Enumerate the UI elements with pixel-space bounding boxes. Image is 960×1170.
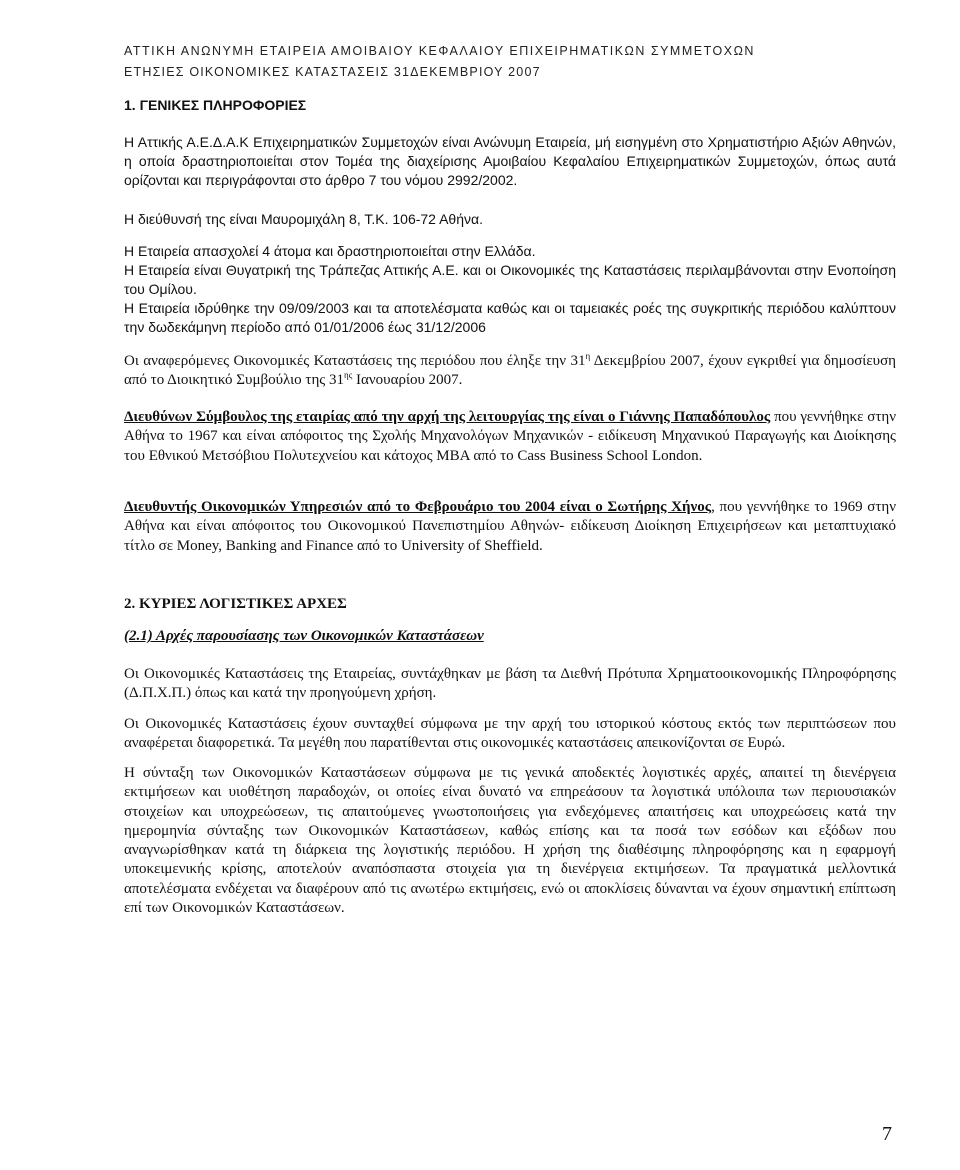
approval-text-a: Οι αναφερόμενες Οικονομικές Καταστάσεις της περιόδου που έληξε την 31: [124, 353, 586, 369]
section-1-heading: 1. ΓΕΝΙΚΕΣ ΠΛΗΡΟΦΟΡΙΕΣ: [124, 97, 307, 113]
founding-paragraph: Η Εταιρεία ιδρύθηκε την 09/09/2003 και τα αποτελέσματα καθώς και οι ταμειακές ροές της συγκριτικής περιόδου καλύπτουν την δωδεκάμηνη περίοδο από 01/01/2006 έως 31/12/2006: [124, 300, 896, 335]
cfo-paragraph: [124, 498, 896, 556]
section-2-heading: 2. ΚΥΡΙΕΣ ΛΟΓΙΣΤΙΚΕΣ ΑΡΧΕΣ: [124, 596, 347, 612]
estimates-paragraph: Η σύνταξη των Οικονομικών Καταστάσεων σύμφωνα με τις γενικά αποδεκτές λογιστικές αρχές, απαιτεί τη διενέργεια εκτιμήσεων και υιοθέτηση παραδοχών, οι οποίες είναι δυνατό να επηρεάσουν τα λογιστικά υπόλοιπα των περιουσιακών στοιχείων και υποχρεώσεων, τις απαιτούμενες γνωστοποιήσεις για ενδεχόμενες απαιτήσεις και υποχρεώσεις κατά την ημερομηνία σύνταξης των Οικονομικών Καταστάσεων, καθώς επίσης και τα ποσά των εσόδων και εξόδων που αναγνωρίσθηκαν κατά τη διάρκεια της λογιστικής περιόδου. Η χρήση της διαθέσιμης πληροφόρησης και η εφαρμογή υποκειμενικής κρίσης, αποτελούν αναπόσπαστα στοιχεία για τη διενέργεια εκτιμήσεων. Τα πραγματικά μελλοντικά αποτελέσματα ενδέχεται να διαφέρουν από τις ανωτέρω εκτιμήσεις, ενώ οι αποκλίσεις δύνανται να έχουν σημαντική επίπτωση επί των Οικονομικών Καταστάσεων.: [124, 765, 896, 917]
approval-sup-1: η: [585, 351, 591, 361]
cfo-bio: , που γεννήθηκε το 1969 στην Αθήνα και είναι απόφοιτος του Οικονομικού Πανεπιστημίου Αθηνών- ειδίκευση Διοίκηση Επιχειρήσεων και μεταπτυχιακό τίτλο σε Money, Banking and Finance από το University of Sheffield.: [124, 499, 897, 554]
approval-paragraph: [124, 352, 896, 391]
address-paragraph: Η διεύθυνσή της είναι Μαυρομιχάλη 8, Τ.Κ. 106-72 Αθήνα.: [124, 211, 483, 227]
presentation-paragraph-3: [124, 764, 896, 918]
section-1-intro-paragraph: [124, 133, 896, 190]
ceo-bio: που γεννήθηκε στην Αθήνα το 1967 και είναι απόφοιτος της Σχολής Μηχανολόγων Μηχανικών - ειδίκευση Μηχανικού Παραγωγής και Διοίκησης του Εθνικού Μετσόβιου Πολυτεχνείου και κάτοχος ΜΒΑ από το Cass Business School London.: [124, 409, 896, 464]
ifrs-paragraph: Οι Οικονομικές Καταστάσεις της Εταιρείας, συντάχθηκαν με βάση τα Διεθνή Πρότυπα Χρηματοοικονομικής Πληροφόρησης (Δ.Π.Χ.Π.) όπως και κατά την προηγούμενη χρήση.: [124, 666, 896, 702]
employees-paragraph-wrap: [124, 242, 896, 337]
approval-text-b: Δεκεμβρίου 2007, έχουν εγκριθεί για δημοσίευση από το Διοικητικό Συμβούλιο της 31: [124, 353, 896, 389]
general-info-paragraph: Η Αττικής Α.Ε.Δ.Α.Κ Επιχειρηματικών Συμμετοχών είναι Ανώνυμη Εταιρεία, μή εισηγμένη στο Χρηματιστήριο Αξιών Αθηνών, η οποία δραστηριοποιείται στον Τομέα της διαχείρισης Αμοιβαίου Κεφαλαίου Επιχειρηματικών Συμμετοχών, όπως αυτά ορίζονται και περιγράφονται στο άρθρο 7 του νόμου 2992/2002.: [124, 134, 896, 188]
approval-text-c: Ιανουαρίου 2007.: [352, 372, 463, 389]
employees-paragraph: Η Εταιρεία απασχολεί 4 άτομα και δραστηριοποιείται στην Ελλάδα.: [124, 243, 536, 259]
ceo-heading: Διευθύνων Σύμβουλος της εταιρίας από την αρχή της λειτουργίας της είναι ο Γιάννης Παπαδόπουλος: [124, 409, 771, 425]
page-number: 7: [882, 1123, 892, 1145]
header-report-title: ΕΤΗΣΙΕΣ ΟΙΚΟΝΟΜΙΚΕΣ ΚΑΤΑΣΤΑΣΕΙΣ 31ΔΕΚΕΜΒΡΙΟΥ 2007: [124, 65, 541, 79]
cfo-heading: Διευθυντής Οικονομικών Υπηρεσιών από το Φεβρουάριο του 2004 είναι ο Σωτήρης Χήνος: [124, 499, 712, 515]
approval-sup-2: ης: [344, 370, 353, 381]
address-paragraph-wrap: [124, 210, 896, 229]
header-company-name: ΑΤΤΙΚΗ ΑΝΩΝΥΜΗ ΕΤΑΙΡΕΙΑ ΑΜΟΙΒΑΙΟΥ ΚΕΦΑΛΑΙΟΥ ΕΠΙΧΕΙΡΗΜΑΤΙΚΩΝ ΣΥΜΜΕΤΟΧΩΝ: [124, 44, 755, 58]
presentation-paragraph-2: [124, 715, 896, 754]
historical-cost-paragraph: Οι Οικονομικές Καταστάσεις έχουν συνταχθεί σύμφωνα με την αρχή του ιστορικού κόστους εκτός των περιπτώσεων που αναφέρεται διαφορετικά. Τα μεγέθη που παρατίθενται στις οικονομικές καταστάσεις απεικονίζονται σε Ευρώ.: [124, 716, 896, 752]
presentation-paragraph-1: [124, 665, 896, 704]
ceo-paragraph: [124, 408, 896, 466]
section-2-1-subheading: (2.1) Αρχές παρουσίασης των Οικονομικών Καταστάσεων: [124, 628, 484, 644]
subsidiary-paragraph: Η Εταιρεία είναι Θυγατρική της Τράπεζας Αττικής Α.Ε. και οι Οικονομικές της Καταστάσεις περιλαμβάνονται στην Ενοποίηση του Ομίλου.: [124, 262, 896, 297]
